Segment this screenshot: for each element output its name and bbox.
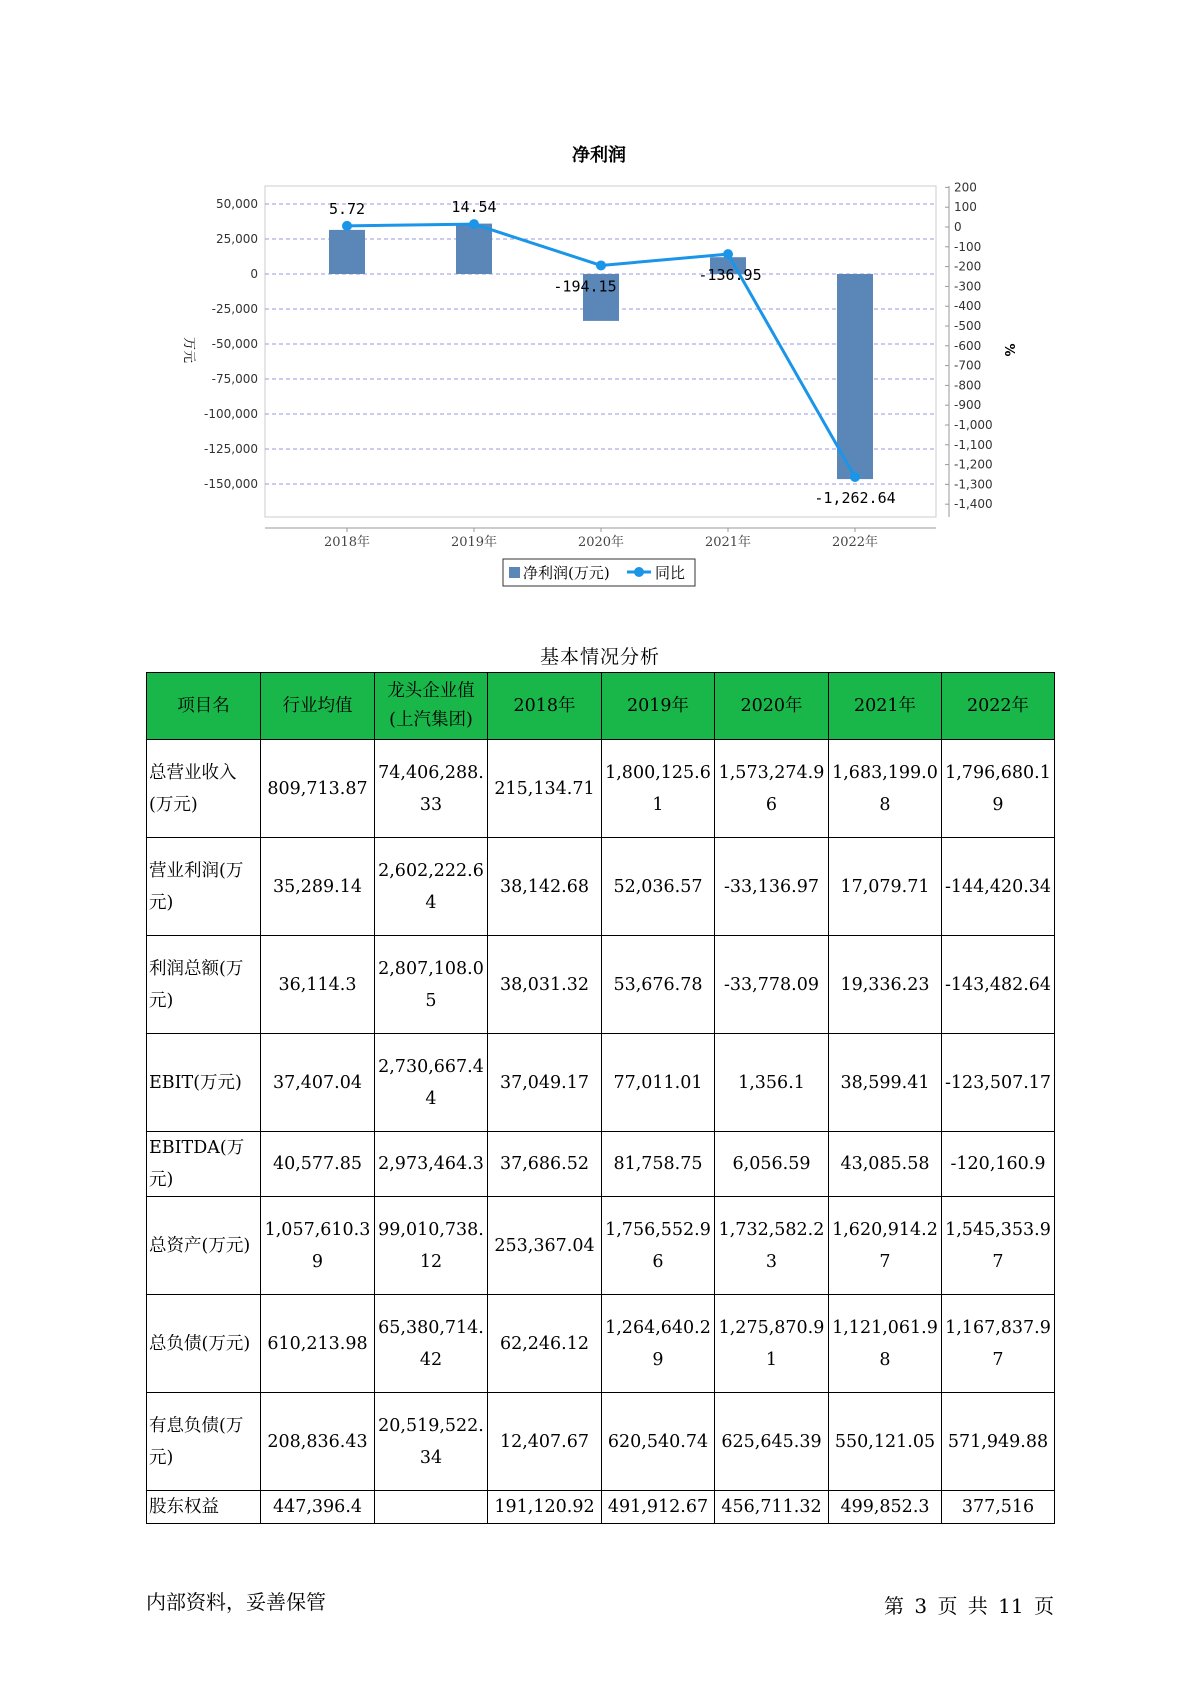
x-tick-label: 2022年: [831, 535, 879, 550]
table-cell: 1,732,582.23: [715, 1197, 829, 1295]
table-cell: 550,121.05: [829, 1393, 942, 1491]
table-cell: 1,800,125.61: [602, 740, 715, 838]
legend-bar-label: 净利润(万元): [523, 564, 610, 582]
table-cell: 447,396.4: [261, 1491, 375, 1524]
table-cell: 253,367.04: [488, 1197, 602, 1295]
x-tick-label: 2020年: [577, 535, 625, 550]
table-cell: 38,142.68: [488, 838, 602, 936]
row-label-cell: 有息负债(万元): [147, 1393, 261, 1491]
yoy-point: [469, 219, 479, 229]
table-cell: 1,620,914.27: [829, 1197, 942, 1295]
table-cell: -120,160.9: [942, 1132, 1055, 1197]
x-tick-label: 2021年: [704, 535, 752, 550]
table-cell: 62,246.12: [488, 1295, 602, 1393]
left-y-axis: [204, 197, 258, 491]
y2-tick-label: -100: [954, 239, 982, 254]
y-tick-label: -75,000: [211, 372, 258, 386]
bar-2022年: [837, 274, 873, 479]
table-cell: 191,120.92: [488, 1491, 602, 1524]
x-tick-label: 2018年: [323, 535, 371, 550]
footer-page-number: 第 3 页 共 11 页: [884, 1594, 1054, 1618]
header-cell: 2022年: [942, 673, 1055, 740]
y2-tick-label: -1,100: [954, 437, 993, 452]
yoy-point: [723, 249, 733, 259]
table-cell: 2,602,222.64: [375, 838, 488, 936]
table-cell: 1,756,552.96: [602, 1197, 715, 1295]
y2-tick-label: -800: [954, 378, 982, 393]
y-tick-label: 50,000: [216, 197, 258, 211]
row-label-cell: 营业利润(万元): [147, 838, 261, 936]
header-cell: 2018年: [488, 673, 602, 740]
table-cell: 1,275,870.91: [715, 1295, 829, 1393]
legend-bar-swatch: [509, 567, 520, 578]
header-cell: 2019年: [602, 673, 715, 740]
table-cell: 38,031.32: [488, 936, 602, 1034]
table-cell: 1,356.1: [715, 1034, 829, 1132]
table-cell: 215,134.71: [488, 740, 602, 838]
y2-tick-label: -200: [954, 259, 982, 274]
table-cell: 620,540.74: [602, 1393, 715, 1491]
y-axis-label: 万元: [181, 336, 196, 364]
line-series: [329, 198, 896, 507]
table-cell: 1,796,680.19: [942, 740, 1055, 838]
table-cell: 1,264,640.29: [602, 1295, 715, 1393]
yoy-data-label: -136.95: [698, 266, 762, 285]
table-cell: 2,807,108.05: [375, 936, 488, 1034]
table-row: [147, 740, 1055, 838]
table-cell: 1,057,610.39: [261, 1197, 375, 1295]
header-cell: 行业均值: [261, 673, 375, 740]
x-axis: [324, 528, 878, 550]
table-cell: 36,114.3: [261, 936, 375, 1034]
y2-tick-label: -1,000: [954, 418, 993, 432]
y2-tick-label: -700: [954, 358, 982, 373]
table-cell: 35,289.14: [261, 838, 375, 936]
header-cell: 龙头企业值(上汽集团): [375, 673, 488, 740]
y-tick-label: -50,000: [211, 337, 258, 351]
yoy-point: [342, 221, 352, 231]
legend: [503, 559, 695, 586]
y-tick-label: -25,000: [211, 302, 258, 316]
header-cell: 2021年: [829, 673, 942, 740]
table-cell: -123,507.17: [942, 1034, 1055, 1132]
table-cell: [375, 1491, 488, 1524]
table-cell: 1,683,199.08: [829, 740, 942, 838]
table-row: [147, 936, 1055, 1034]
table-cell: 1,167,837.97: [942, 1295, 1055, 1393]
bar-2018年: [329, 230, 365, 274]
y-tick-label: -125,000: [204, 442, 258, 456]
table-row: [147, 1491, 1055, 1524]
net-profit-chart: [0, 0, 1191, 600]
y2-tick-label: 0: [954, 220, 962, 234]
table-cell: 43,085.58: [829, 1132, 942, 1197]
table-cell: 456,711.32: [715, 1491, 829, 1524]
table-cell: 40,577.85: [261, 1132, 375, 1197]
y2-tick-label: -1,300: [954, 477, 993, 492]
table-cell: 1,573,274.96: [715, 740, 829, 838]
table-cell: 74,406,288.33: [375, 740, 488, 838]
table-cell: 499,852.3: [829, 1491, 942, 1524]
table-cell: 12,407.67: [488, 1393, 602, 1491]
table-row: [147, 1132, 1055, 1197]
table-cell: 809,713.87: [261, 740, 375, 838]
y-tick-label: 25,000: [216, 232, 258, 246]
plot-area-frame: [265, 186, 936, 517]
table-cell: 491,912.67: [602, 1491, 715, 1524]
bar-2019年: [456, 224, 492, 274]
yoy-point: [596, 260, 606, 270]
x-tick-label: 2019年: [450, 535, 498, 550]
table-cell: 19,336.23: [829, 936, 942, 1034]
table-cell: 610,213.98: [261, 1295, 375, 1393]
y-tick-label: -100,000: [204, 407, 258, 421]
footer-confidential-note: 内部资料，妥善保管: [146, 1590, 326, 1614]
y2-tick-label: -300: [954, 279, 982, 294]
row-label-cell: 总负债(万元): [147, 1295, 261, 1393]
y2-tick-label: -900: [954, 398, 982, 413]
yoy-data-label: 5.72: [328, 199, 366, 218]
table-cell: 2,973,464.3: [375, 1132, 488, 1197]
table-cell: 99,010,738.12: [375, 1197, 488, 1295]
table-cell: 52,036.57: [602, 838, 715, 936]
table-cell: -144,420.34: [942, 838, 1055, 936]
table-row: [147, 1295, 1055, 1393]
right-y-axis: [945, 180, 993, 511]
y2-tick-label: -500: [954, 319, 982, 333]
table-cell: 208,836.43: [261, 1393, 375, 1491]
row-label-cell: 股东权益: [147, 1491, 261, 1524]
table-cell: 1,545,353.97: [942, 1197, 1055, 1295]
yoy-data-label: 14.54: [451, 198, 497, 217]
table-cell: 17,079.71: [829, 838, 942, 936]
header-cell: 项目名: [147, 673, 261, 740]
y2-tick-label: -1,200: [954, 457, 993, 472]
table-cell: 38,599.41: [829, 1034, 942, 1132]
table-cell: 1,121,061.98: [829, 1295, 942, 1393]
y2-tick-label: 100: [954, 200, 977, 215]
y-tick-label: 0: [250, 267, 258, 281]
table-cell: 53,676.78: [602, 936, 715, 1034]
row-label-cell: EBITDA(万元): [147, 1132, 261, 1197]
yoy-data-label: -1,262.64: [814, 489, 896, 508]
y2-tick-label: -1,400: [954, 497, 993, 512]
table-row: [147, 838, 1055, 936]
table-cell: -143,482.64: [942, 936, 1055, 1034]
table-row: [147, 1034, 1055, 1132]
table-cell: 77,011.01: [602, 1034, 715, 1132]
table-cell: 2,730,667.44: [375, 1034, 488, 1132]
basic-analysis-table: [146, 672, 1055, 1524]
row-label-cell: 总营业收入(万元): [147, 740, 261, 838]
table-title: 基本情况分析: [539, 646, 660, 668]
table-cell: 6,056.59: [715, 1132, 829, 1197]
table-cell: 377,516: [942, 1491, 1055, 1524]
table-cell: 20,519,522.34: [375, 1393, 488, 1491]
yoy-point: [850, 472, 860, 482]
y-tick-label: -150,000: [204, 477, 258, 491]
legend-line-marker: [634, 567, 644, 577]
row-label-cell: 总资产(万元): [147, 1197, 261, 1295]
y2-tick-label: -400: [954, 299, 982, 314]
table-cell: 625,645.39: [715, 1393, 829, 1491]
table-row: [147, 1393, 1055, 1491]
table-cell: 37,049.17: [488, 1034, 602, 1132]
table-cell: 37,686.52: [488, 1132, 602, 1197]
table-cell: 571,949.88: [942, 1393, 1055, 1491]
yoy-data-label: -194.15: [553, 277, 617, 296]
table-cell: 37,407.04: [261, 1034, 375, 1132]
y2-tick-label: -600: [954, 338, 982, 353]
header-cell: 2020年: [715, 673, 829, 740]
row-label-cell: 利润总额(万元): [147, 936, 261, 1034]
row-label-cell: EBIT(万元): [147, 1034, 261, 1132]
table-cell: 81,758.75: [602, 1132, 715, 1197]
table-header-row: [147, 673, 1055, 740]
y2-axis-label: %: [1001, 343, 1016, 357]
y2-tick-label: 200: [954, 180, 977, 195]
table-cell: -33,778.09: [715, 936, 829, 1034]
table-row: [147, 1197, 1055, 1295]
table-cell: -33,136.97: [715, 838, 829, 936]
chart-title: 净利润: [572, 145, 626, 166]
table-cell: 65,380,714.42: [375, 1295, 488, 1393]
legend-line-label: 同比: [655, 564, 686, 582]
